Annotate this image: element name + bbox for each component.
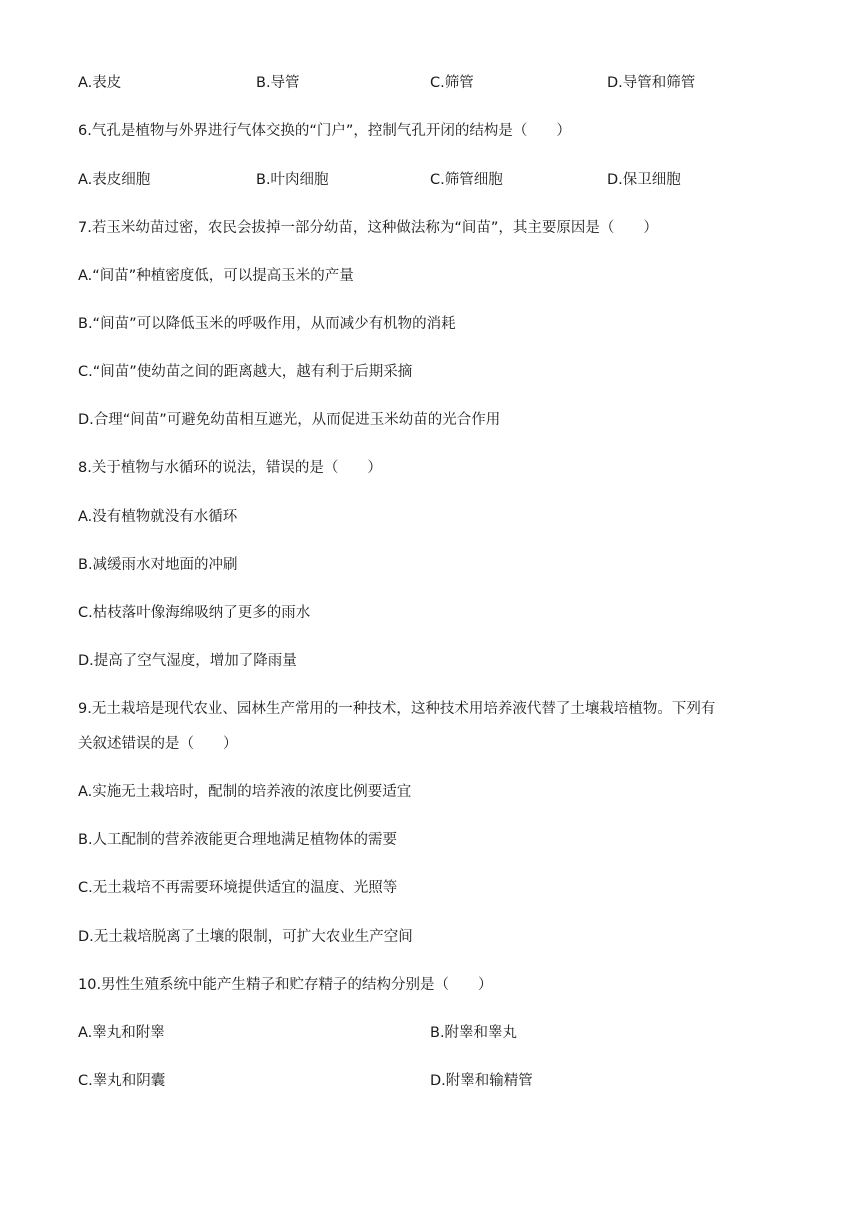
- q7-stem: 7.若玉米幼苗过密，农民会拔掉一部分幼苗，这种做法称为“间苗”，其主要原因是（ ）: [78, 220, 658, 236]
- q9-stem-line-1: 9.无土栽培是现代农业、园林生产常用的一种技术，这种技术用培养液代替了土壤栽培植物。下列有: [78, 701, 716, 717]
- q9-option-d: D.无土栽培脱离了土壤的限制，可扩大农业生产空间: [78, 929, 413, 945]
- q10-stem: 10.男性生殖系统中能产生精子和贮存精子的结构分别是（ ）: [78, 977, 493, 993]
- q10-option-b: B.附睾和睾丸: [430, 1025, 518, 1041]
- q5-option-a: A.表皮: [78, 75, 122, 91]
- q10-option-d: D.附睾和输精管: [430, 1073, 533, 1089]
- q6-option-b: B.叶肉细胞: [256, 172, 329, 188]
- q8-option-a: A.没有植物就没有水循环: [78, 509, 238, 525]
- q8-option-b: B.减缓雨水对地面的冲刷: [78, 557, 238, 573]
- q8-stem: 8.关于植物与水循环的说法，错误的是（ ）: [78, 460, 382, 476]
- q6-stem: 6.气孔是植物与外界进行气体交换的“门户”，控制气孔开闭的结构是（ ）: [78, 123, 571, 139]
- q7-option-b: B.“间苗”可以降低玉米的呼吸作用，从而减少有机物的消耗: [78, 316, 456, 332]
- q9-option-c: C.无土栽培不再需要环境提供适宜的温度、光照等: [78, 880, 398, 896]
- q6-option-d: D.保卫细胞: [607, 172, 681, 188]
- q7-option-c: C.“间苗”使幼苗之间的距离越大，越有利于后期采摘: [78, 364, 413, 380]
- q10-option-c: C.睾丸和阴囊: [78, 1073, 166, 1089]
- q8-option-c: C.枯枝落叶像海绵吸纳了更多的雨水: [78, 605, 311, 621]
- q9-stem-line-2: 关叙述错误的是（ ）: [78, 736, 238, 752]
- q5-option-b: B.导管: [256, 75, 300, 91]
- q8-option-d: D.提高了空气湿度，增加了降雨量: [78, 653, 297, 669]
- q5-option-c: C.筛管: [430, 75, 474, 91]
- q7-option-a: A.“间苗”种植密度低，可以提高玉米的产量: [78, 268, 354, 284]
- q5-option-d: D.导管和筛管: [607, 75, 696, 91]
- q9-option-b: B.人工配制的营养液能更合理地满足植物体的需要: [78, 832, 398, 848]
- q10-option-a: A.睾丸和附睾: [78, 1025, 165, 1041]
- q7-option-d: D.合理“间苗”可避免幼苗相互遮光，从而促进玉米幼苗的光合作用: [78, 412, 501, 428]
- q9-option-a: A.实施无土栽培时，配制的培养液的浓度比例要适宜: [78, 784, 412, 800]
- q6-option-c: C.筛管细胞: [430, 172, 503, 188]
- q6-option-a: A.表皮细胞: [78, 172, 151, 188]
